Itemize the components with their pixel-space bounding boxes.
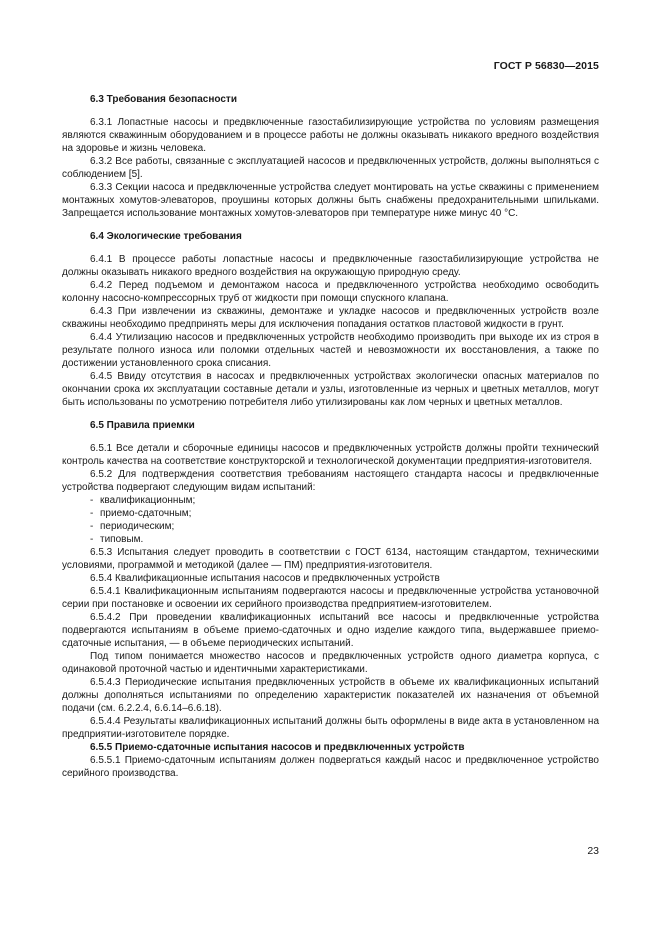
paragraph: 6.5.2 Для подтверждения соответствия требованиям настоящего стандарта насосы и предвключенные устройства подвергают следующим видам испытаний:: [62, 469, 599, 493]
section-heading-6-3: 6.3 Требования безопасности: [90, 94, 237, 105]
paragraph: Под типом понимается множество насосов и предвключенных устройств одного диаметра корпуса, с одинаковой проточной частью и идентичными характеристиками.: [62, 651, 599, 675]
section-heading-6-5: 6.5 Правила приемки: [90, 420, 195, 431]
page-body: [62, 93, 599, 780]
paragraph: 6.4.4 Утилизацию насосов и предвключенных устройств необходимо производить при выходе их из строя в результате полного износа или поломки отдельных частей и невозможности их восстановления, а также по достижении установленного срока списания.: [62, 332, 599, 369]
document-code: ГОСТ Р 56830—2015: [493, 60, 599, 72]
page-number: 23: [587, 845, 599, 857]
list-item: - типовым.: [90, 533, 599, 546]
test-types-list: [62, 494, 599, 546]
list-item: - приемо-сдаточным;: [90, 507, 599, 520]
paragraph: 6.4.5 Ввиду отсутствия в насосах и предвключенных устройствах экологически опасных материалов по окончании срока их эксплуатации составные детали и узлы, изготовленные из черных и цветных металлов, могут быть использованы по усмотрению потребителя либо утилизированы как лом черных и цветных металлов.: [62, 371, 599, 408]
paragraph: 6.5.1 Все детали и сборочные единицы насосов и предвключенных устройств должны пройти технический контроль качества на соответствие конструкторской и технологической документации предприятия-изготовителя.: [62, 443, 599, 467]
paragraph: 6.4.2 Перед подъемом и демонтажом насоса и предвключенного устройства необходимо освободить колонну насосно-компрессорных труб от жидкости при помощи спускного клапана.: [62, 280, 599, 304]
section-heading-6-4: 6.4 Экологические требования: [90, 231, 242, 242]
list-item: - периодическим;: [90, 520, 599, 533]
paragraph: 6.5.3 Испытания следует проводить в соответствии с ГОСТ 6134, настоящим стандартом, техническими условиями, программой и методикой (далее — ПМ) предприятия-изготовителя.: [62, 547, 599, 571]
subsection-heading-6-5-5: 6.5.5 Приемо-сдаточные испытания насосов и предвключенных устройств: [90, 742, 465, 753]
paragraph: 6.5.5.1 Приемо-сдаточным испытаниям должен подвергаться каждый насос и предвключенное устройство серийного производства.: [62, 755, 599, 779]
paragraph: 6.3.3 Секции насоса и предвключенные устройства следует монтировать на устье скважины с применением монтажных хомутов-элеваторов, проушины которых должны быть снабжены предохранительными шпильками. Запрещается использование монтажных хомутов-элеваторов при температуре ниже минус 40 °С.: [62, 182, 599, 219]
paragraph: 6.3.1 Лопастные насосы и предвключенные газостабилизирующие устройства по условиям размещения являются скважинным оборудованием и в процессе работы не должны оказывать никакого вредного воздействия на здоровье и жизнь человека.: [62, 117, 599, 154]
paragraph: 6.5.4 Квалификационные испытания насосов и предвключенных устройств: [90, 573, 440, 584]
paragraph: 6.5.4.4 Результаты квалификационных испытаний должны быть оформлены в виде акта в установленном на предприятии-изготовителе порядке.: [62, 716, 599, 740]
paragraph: 6.5.4.2 При проведении квалификационных испытаний все насосы и предвключенные устройства подвергаются испытаниям в объеме приемо-сдаточных и одно изделие каждого типа, выдержавшее приемо-сдаточные испытания, — в объеме периодических испытаний.: [62, 612, 599, 649]
paragraph: 6.4.1 В процессе работы лопастные насосы и предвключенные газостабилизирующие устройства не должны оказывать никакого вредного воздействия на окружающую природную среду.: [62, 254, 599, 278]
paragraph: 6.3.2 Все работы, связанные с эксплуатацией насосов и предвключенных устройств, должны выполняться с соблюдением [5].: [62, 156, 599, 180]
paragraph: 6.4.3 При извлечении из скважины, демонтаже и укладке насосов и предвключенных устройств возле скважины необходимо предпринять меры для исключения попадания остатков пластовой жидкости в грунт.: [62, 306, 599, 330]
list-item: - квалификационным;: [90, 494, 599, 507]
paragraph: 6.5.4.1 Квалификационным испытаниям подвергаются насосы и предвключенные устройства установочной серии при постановке и освоении их серийного производства предприятием-изготовителем.: [62, 586, 599, 610]
paragraph: 6.5.4.3 Периодические испытания предвключенных устройств в объеме их квалификационных испытаний должны дополняться испытаниями по определению характеристик показателей их назначения от объемной подачи (см. 6.2.2.4, 6.6.14–6.6.18).: [62, 677, 599, 714]
